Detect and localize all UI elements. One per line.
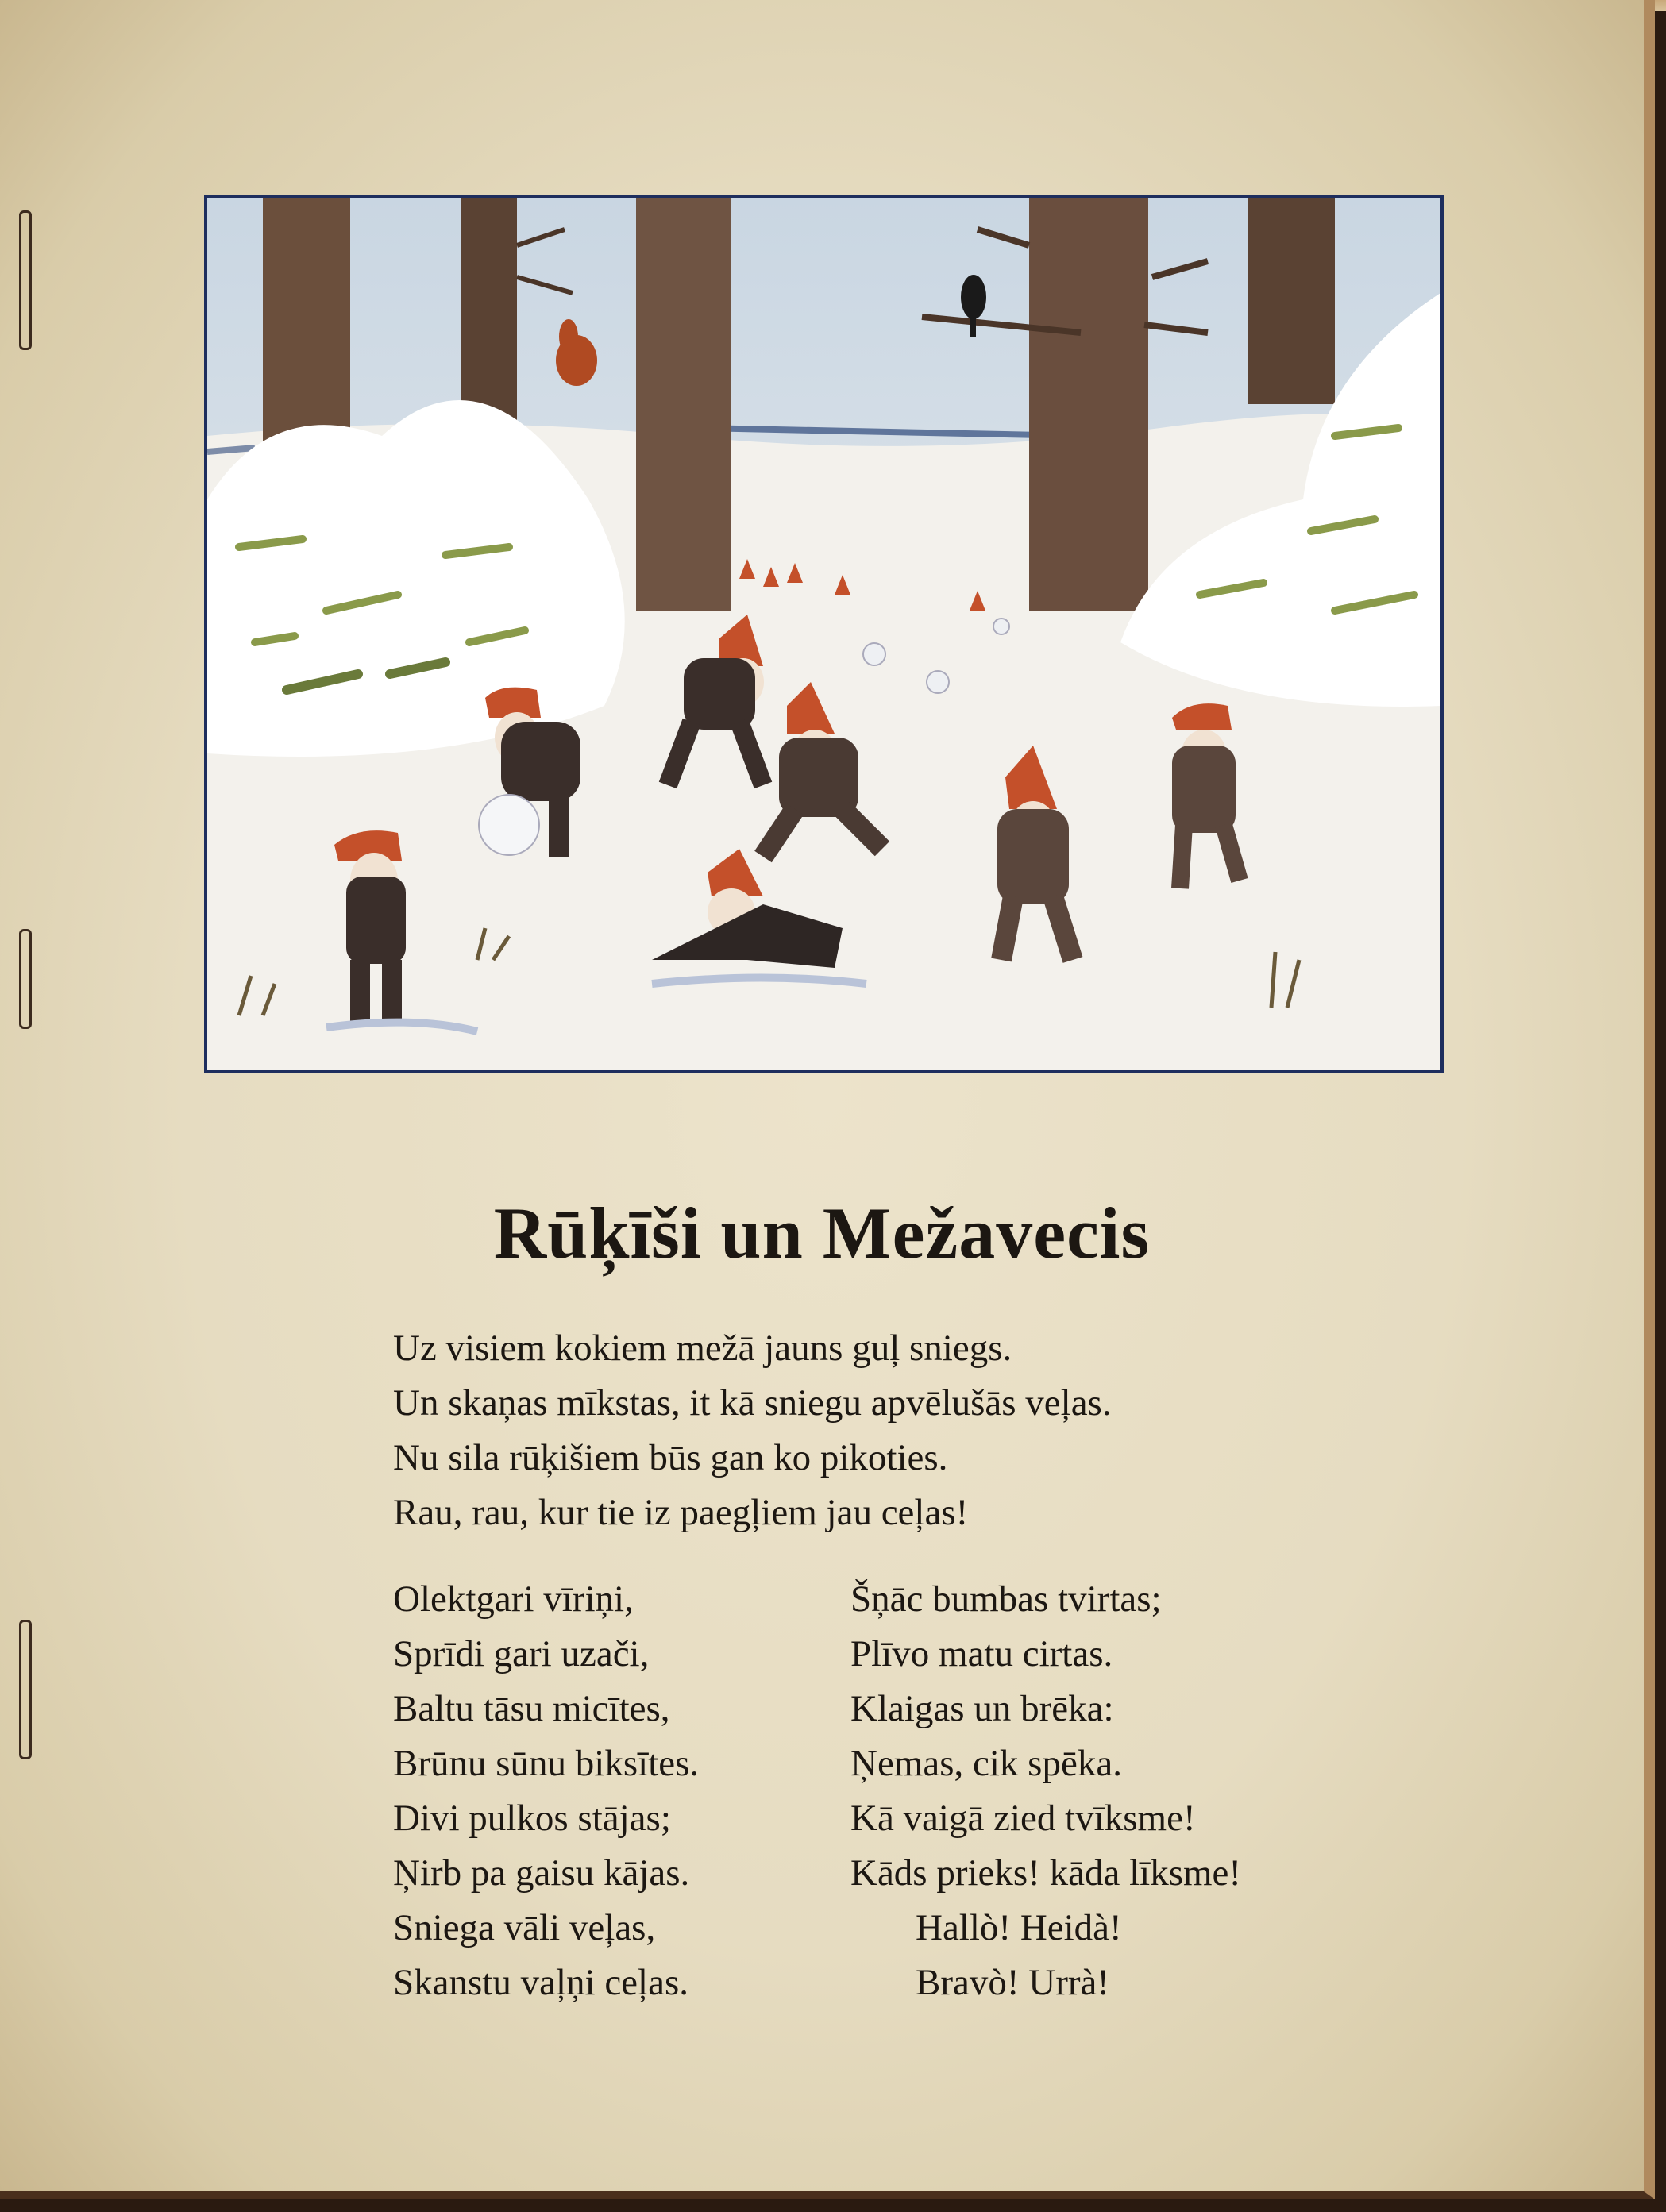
poem-line: Sprīdi gari uzači, xyxy=(393,1633,650,1674)
gnomes-snowball-fight-picture xyxy=(207,198,1440,1070)
poem-line: Kāds prieks! kāda līksme! xyxy=(850,1852,1242,1894)
poem-line: Olektgari vīriņi, xyxy=(393,1578,634,1620)
poem-line: Baltu tāsu micītes, xyxy=(393,1688,670,1729)
poem-line: Nu sila rūķišiem būs gan ko pikoties. xyxy=(393,1437,948,1478)
poem-line: Brūnu sūnu biksītes. xyxy=(393,1743,700,1784)
winter-forest-illustration xyxy=(204,195,1444,1073)
poem-line: Rau, rau, kur tie iz paegļiem jau ceļas! xyxy=(393,1492,969,1533)
poem-line: Hallò! Heidà! xyxy=(916,1907,1122,1948)
poem-line: Bravò! Urrà! xyxy=(916,1962,1110,2003)
poem-line: Divi pulkos stājas; xyxy=(393,1798,671,1839)
poem-line: Uz visiem kokiem mežā jauns guļ sniegs. xyxy=(393,1328,1012,1369)
poem-stanza-2-right xyxy=(850,1572,1241,2010)
poem-line: Šņāc bumbas tvirtas; xyxy=(850,1578,1162,1620)
poem-line: Plīvo matu cirtas. xyxy=(850,1633,1113,1674)
poem-stanza-1 xyxy=(393,1321,1112,1540)
poem-title: Rūķīši un Mežavecis xyxy=(493,1193,1151,1274)
binding-staple-middle xyxy=(19,929,32,1029)
poem-line: Ņemas, cik spēka. xyxy=(850,1743,1122,1784)
poem-line: Un skaņas mīkstas, it kā sniegu apvēlušās veļas. xyxy=(393,1382,1112,1424)
binding-staple-top xyxy=(19,210,32,350)
poem-line: Skanstu vaļņi ceļas. xyxy=(393,1962,689,2003)
poem-stanza-2-left xyxy=(393,1572,699,2010)
poem-line: Kā vaigā zied tvīksme! xyxy=(850,1798,1196,1839)
poem-line: Sniega vāli veļas, xyxy=(393,1907,656,1948)
poem-line: Klaigas un brēka: xyxy=(850,1688,1114,1729)
binding-staple-bottom xyxy=(19,1620,32,1759)
poem-line: Ņirb pa gaisu kājas. xyxy=(393,1852,690,1894)
